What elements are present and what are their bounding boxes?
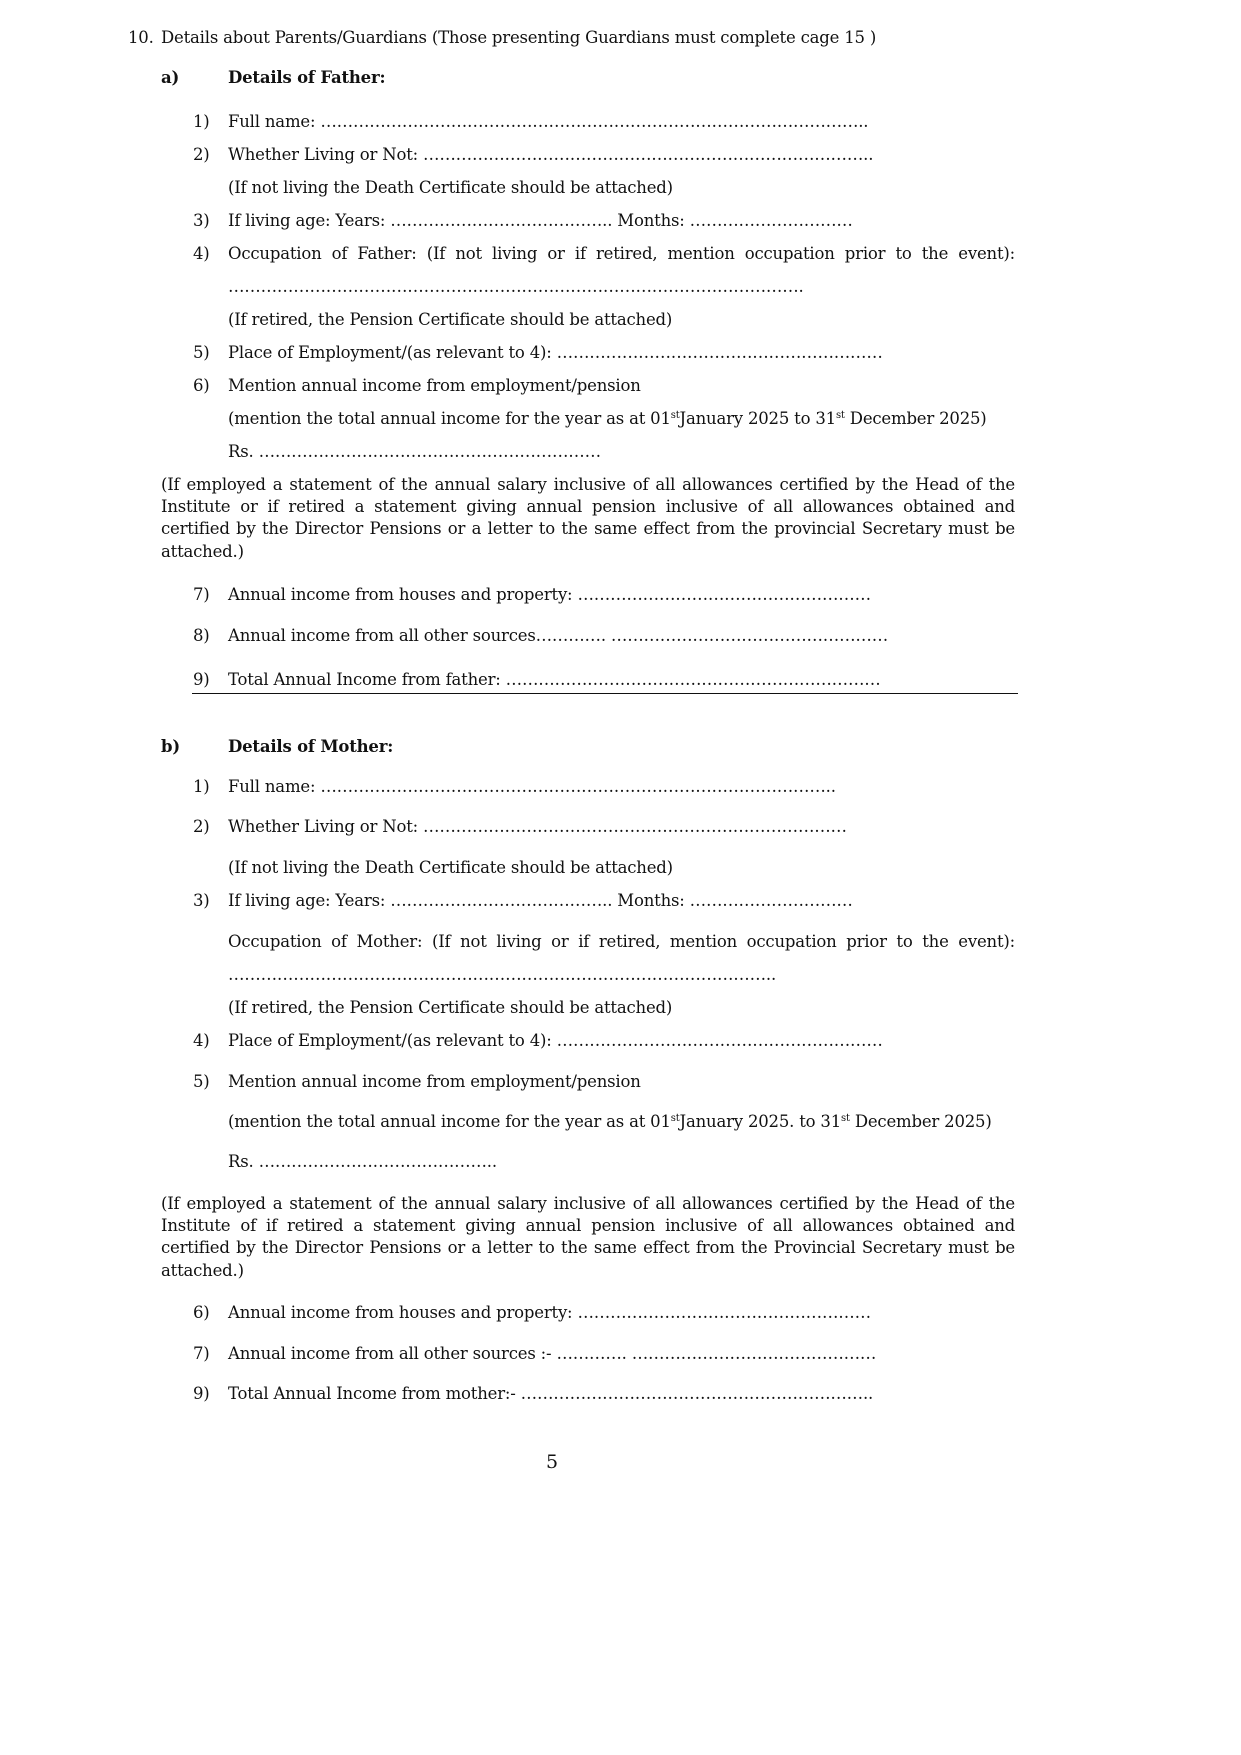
item-number: 2) bbox=[193, 817, 210, 836]
item-number: 9) bbox=[193, 1384, 210, 1403]
father-full-name-field[interactable]: Full name: ……………………………………………………………………………………….. bbox=[228, 112, 869, 131]
mother-total-income-field[interactable]: Total Annual Income from mother:- ……………………………………………………….. bbox=[228, 1384, 874, 1403]
father-other-income-field[interactable]: Annual income from all other sources…………. …………………………………………… bbox=[228, 626, 889, 645]
father-occupation-field[interactable]: ……………………………………………………………………………………………. bbox=[228, 277, 804, 296]
item-number: 1) bbox=[193, 777, 210, 796]
mother-other-income-field[interactable]: Annual income from all other sources :- …………. ……………………………………… bbox=[228, 1344, 877, 1363]
item-number: 2) bbox=[193, 145, 210, 164]
father-age-field[interactable]: If living age: Years: ………………………………….. Months: ………………………… bbox=[228, 211, 853, 230]
death-certificate-note: (If not living the Death Certificate should be attached) bbox=[228, 858, 673, 877]
section-title: Details about Parents/Guardians (Those presenting Guardians must complete cage 15 ) bbox=[161, 28, 877, 47]
mother-annual-income-label: Mention annual income from employment/pension bbox=[228, 1072, 641, 1091]
pension-certificate-note: (If retired, the Pension Certificate should be attached) bbox=[228, 998, 673, 1017]
mother-heading: Details of Mother: bbox=[228, 737, 394, 756]
item-number: 6) bbox=[193, 376, 210, 395]
item-number: 1) bbox=[193, 112, 210, 131]
item-number: 9) bbox=[193, 670, 210, 689]
mother-rs-field[interactable]: Rs. …………………………………….. bbox=[228, 1152, 497, 1171]
father-annual-income-label: Mention annual income from employment/pension bbox=[228, 376, 641, 395]
item-number: 4) bbox=[193, 244, 210, 263]
mother-salary-note: (If employed a statement of the annual salary inclusive of all allowances certified by the Head of the Institute of if retired a statement giving annual pension inclusive of all allowances obtained and certified by the Director Pensions or a letter to the same effect from the Provincial Secretary must be attached.) bbox=[161, 1194, 1015, 1280]
mother-age-field[interactable]: If living age: Years: ………………………………….. Months: ………………………… bbox=[228, 891, 853, 910]
item-number: 3) bbox=[193, 211, 210, 230]
mother-property-income-field[interactable]: Annual income from houses and property: ……………………………………………… bbox=[228, 1303, 871, 1322]
father-income-period: (mention the total annual income for the year as at 01stJanuary 2025 to 31st December 2025) bbox=[228, 409, 987, 428]
mother-living-field[interactable]: Whether Living or Not: …………………………………………………………………… bbox=[228, 817, 847, 836]
item-number: 7) bbox=[193, 1344, 210, 1363]
item-number: 8) bbox=[193, 626, 210, 645]
mother-employment-place-field[interactable]: Place of Employment/(as relevant to 4): …………………………………………………… bbox=[228, 1031, 883, 1050]
mother-occupation-label: Occupation of Mother: (If not living or if retired, mention occupation prior to the event): bbox=[228, 932, 1015, 951]
father-property-income-field[interactable]: Annual income from houses and property: ……………………………………………… bbox=[228, 585, 871, 604]
father-rs-field[interactable]: Rs. ……………………………………………………… bbox=[228, 442, 601, 461]
father-employment-place-field[interactable]: Place of Employment/(as relevant to 4): …………………………………………………… bbox=[228, 343, 883, 362]
pension-certificate-note: (If retired, the Pension Certificate should be attached) bbox=[228, 310, 673, 329]
mother-letter: b) bbox=[161, 737, 180, 756]
item-number: 7) bbox=[193, 585, 210, 604]
father-letter: a) bbox=[161, 68, 180, 87]
item-number: 3) bbox=[193, 891, 210, 910]
father-salary-note: (If employed a statement of the annual salary inclusive of all allowances certified by the Head of the Institute or if retired a statement giving annual pension inclusive of all allowances obtained and certified by the Director Pensions or a letter to the same effect from the provincial Secretary must be attached.) bbox=[161, 475, 1015, 561]
section-divider bbox=[192, 693, 1018, 694]
death-certificate-note: (If not living the Death Certificate should be attached) bbox=[228, 178, 673, 197]
mother-occupation-field[interactable]: ……………………………………………………………………………………….. bbox=[228, 965, 776, 984]
section-number: 10. bbox=[128, 28, 154, 47]
father-occupation-label: Occupation of Father: (If not living or if retired, mention occupation prior to the event): bbox=[228, 244, 1015, 263]
item-number: 6) bbox=[193, 1303, 210, 1322]
father-heading: Details of Father: bbox=[228, 68, 386, 87]
mother-full-name-field[interactable]: Full name: ………………………………………………………………………………….. bbox=[228, 777, 836, 796]
item-number: 5) bbox=[193, 343, 210, 362]
item-number: 5) bbox=[193, 1072, 210, 1091]
page-number: 5 bbox=[546, 1451, 558, 1473]
item-number: 4) bbox=[193, 1031, 210, 1050]
father-living-field[interactable]: Whether Living or Not: ……………………………………………………………………….. bbox=[228, 145, 874, 164]
father-total-income-field[interactable]: Total Annual Income from father: …………………………………………………………… bbox=[228, 670, 881, 689]
mother-income-period: (mention the total annual income for the year as at 01stJanuary 2025. to 31st December 2025) bbox=[228, 1112, 992, 1131]
